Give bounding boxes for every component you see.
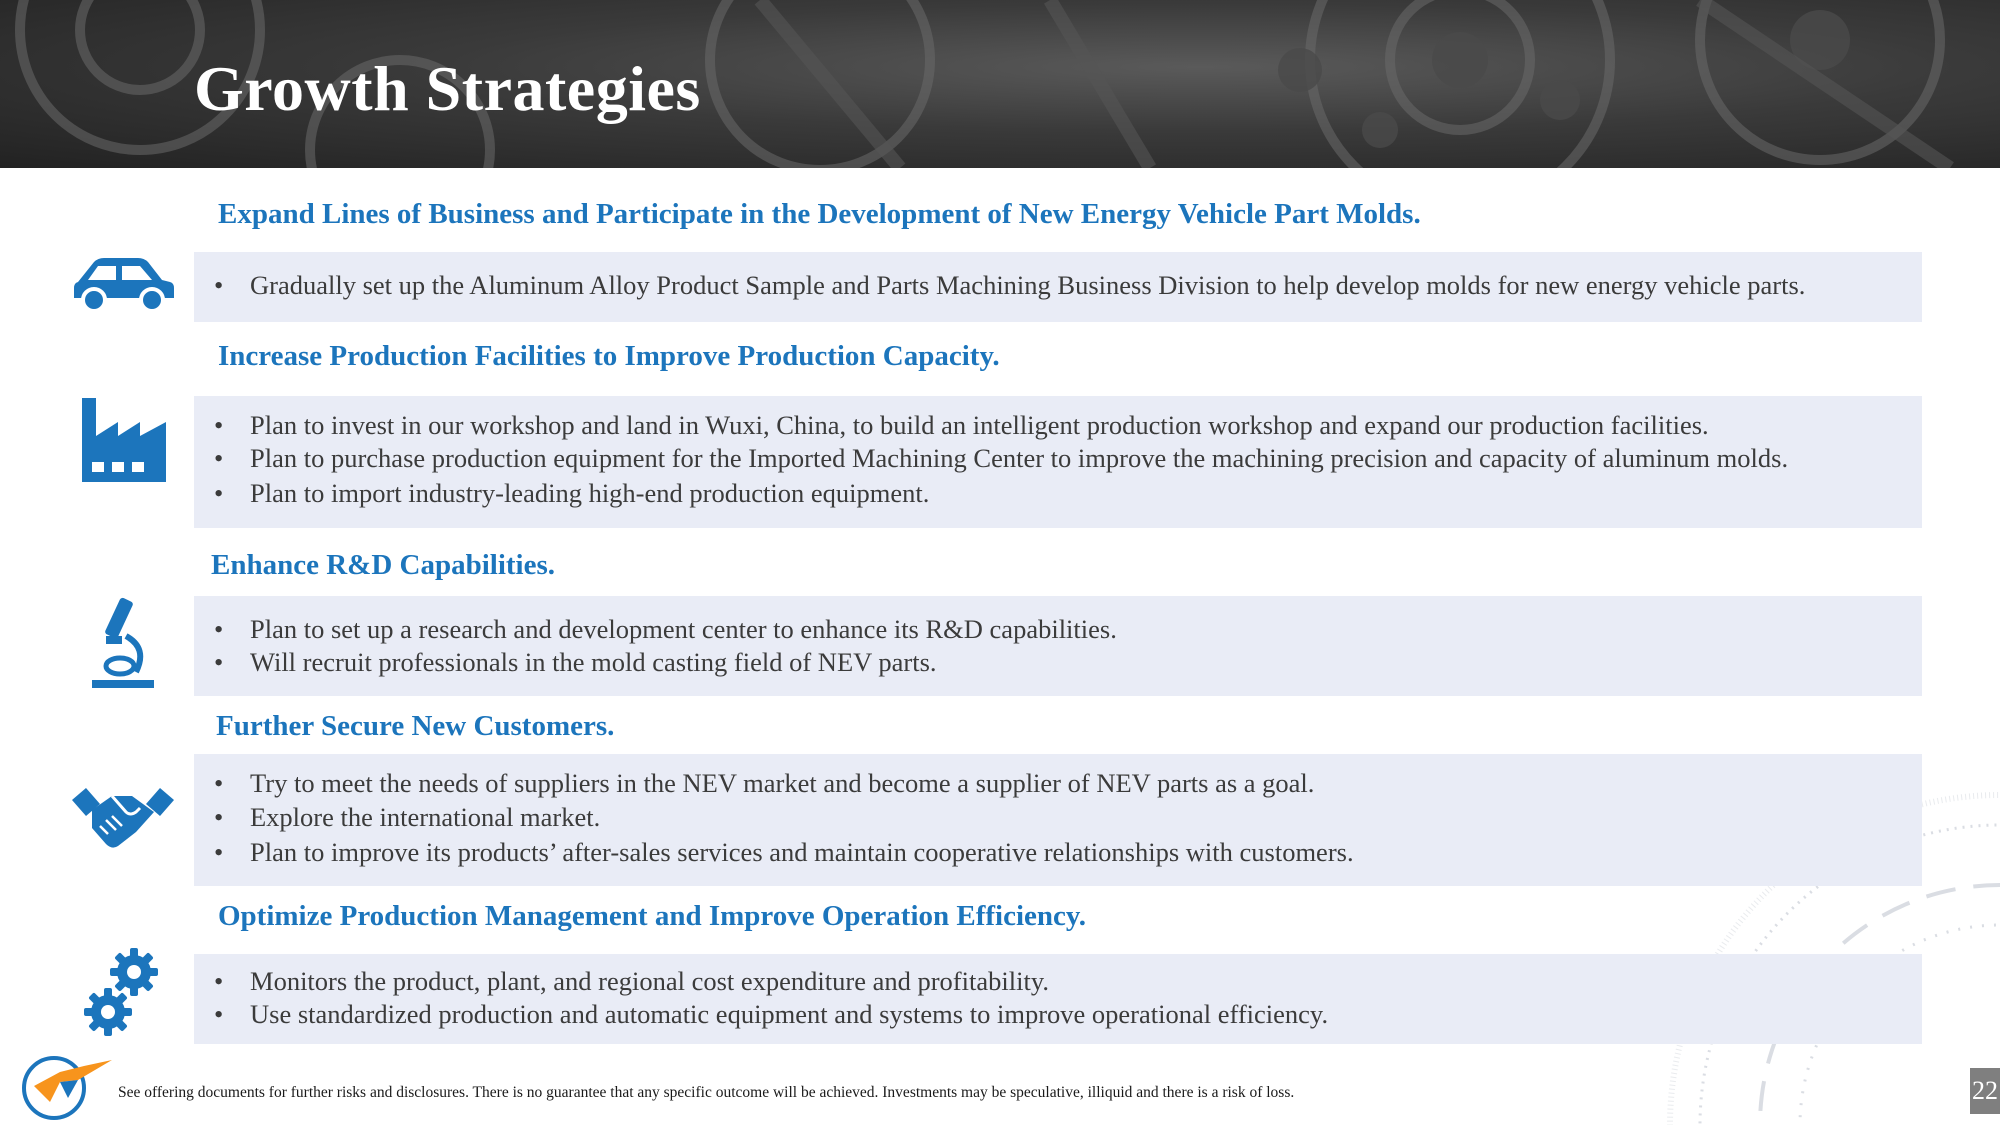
bullet-item: • Plan to purchase production equipment for the Imported Machining Center to improve the machining precision and capacity of aluminum molds.: [214, 443, 1789, 473]
bullet-item: • Will recruit professionals in the mold casting field of NEV parts.: [214, 647, 937, 677]
section-box-operation-efficiency: [194, 954, 1922, 1044]
bullet-item: • Monitors the product, plant, and regional cost expenditure and profitability.: [214, 966, 1049, 996]
company-logo: [20, 1052, 114, 1125]
section-title-expand-business: Expand Lines of Business and Participate in the Development of New Energy Vehicle Part Molds.: [218, 198, 1421, 230]
car-icon: [70, 256, 176, 317]
page-title: Growth Strategies: [194, 53, 701, 124]
bullet-item: • Plan to set up a research and development center to enhance its R&D capabilities.: [214, 614, 1117, 644]
microscope-icon: [90, 596, 156, 695]
bullet-item: • Plan to improve its products’ after-sales services and maintain cooperative relationships with customers.: [214, 837, 1354, 867]
bullet-item: • Plan to import industry-leading high-end production equipment.: [214, 478, 930, 508]
section-title-new-customers: Further Secure New Customers.: [216, 710, 615, 742]
page-number: 22: [1970, 1068, 2000, 1114]
bullet-item: • Try to meet the needs of suppliers in the NEV market and become a supplier of NEV parts as a goal.: [214, 768, 1315, 798]
gears-icon: [82, 946, 162, 1043]
handshake-icon: [70, 786, 176, 859]
disclaimer-text: See offering documents for further risks and disclosures. There is no guarantee that any specific outcome will be achieved. Investments may be speculative, illiquid and there is a risk of loss.: [118, 1084, 1295, 1101]
section-box-expand-business: [194, 252, 1922, 322]
header-banner: [0, 0, 2000, 168]
bullet-item: • Use standardized production and automatic equipment and systems to improve operational efficiency.: [214, 999, 1329, 1029]
section-box-rnd: [194, 596, 1922, 696]
bullet-item: • Plan to invest in our workshop and land in Wuxi, China, to build an intelligent production workshop and expand our production facilities.: [214, 410, 1709, 440]
factory-icon: [80, 398, 168, 489]
section-title-rnd: Enhance R&D Capabilities.: [211, 549, 556, 581]
section-title-operation-efficiency: Optimize Production Management and Improve Operation Efficiency.: [218, 900, 1087, 932]
section-box-new-customers: [194, 754, 1922, 886]
bullet-item: • Gradually set up the Aluminum Alloy Product Sample and Parts Machining Business Division to help develop molds for new energy vehicle parts.: [214, 270, 1806, 300]
section-title-production-capacity: Increase Production Facilities to Improve Production Capacity.: [218, 340, 1000, 372]
bullet-item: • Explore the international market.: [214, 802, 601, 832]
section-box-production-capacity: [194, 396, 1922, 528]
